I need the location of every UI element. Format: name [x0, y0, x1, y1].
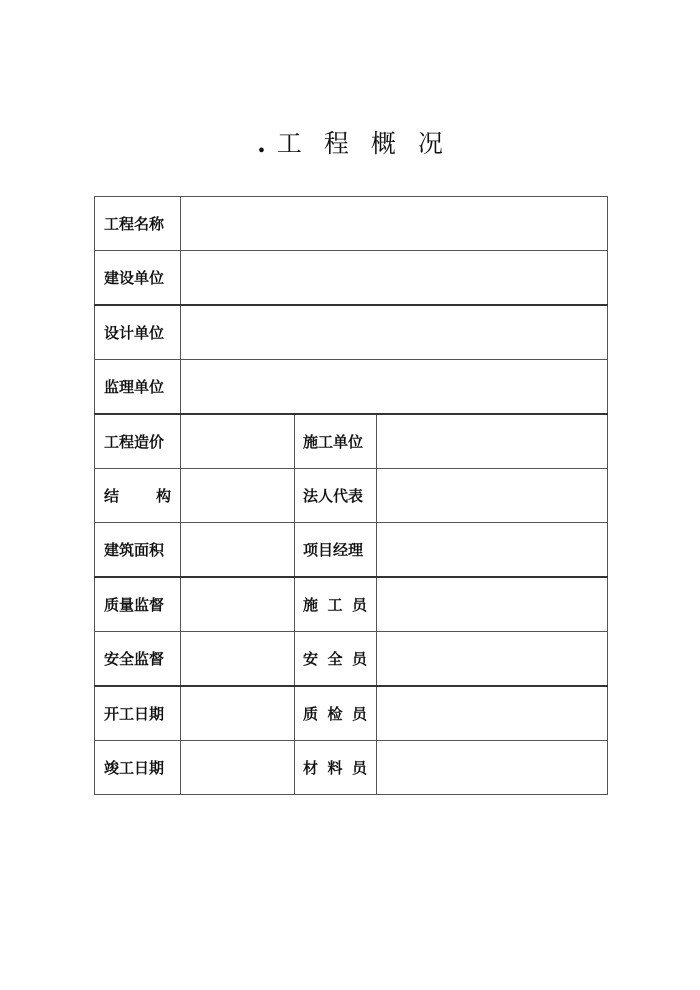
spaced-label — [303, 757, 367, 778]
structure-field[interactable] — [181, 469, 295, 523]
spaced-label — [303, 703, 367, 724]
table-row — [95, 632, 608, 687]
field-label — [295, 686, 377, 741]
project-cost-field[interactable] — [181, 414, 295, 469]
label-char: 全 — [327, 650, 343, 668]
construction-unit-field[interactable] — [181, 251, 608, 306]
contractor-field[interactable] — [377, 414, 608, 469]
page-title — [0, 124, 700, 160]
label-char: 员 — [351, 705, 367, 723]
building-area-field[interactable] — [181, 523, 295, 578]
field-label — [295, 632, 377, 687]
field-label — [295, 577, 377, 632]
field-label: 项目经理 — [295, 523, 377, 578]
legal-representative-field[interactable] — [377, 469, 608, 523]
completion-date-field[interactable] — [181, 741, 295, 795]
table-row — [95, 414, 608, 469]
field-label — [95, 469, 181, 523]
label-char: 员 — [351, 759, 367, 777]
title-char: 概 — [370, 129, 396, 158]
field-label: 监理单位 — [95, 360, 181, 415]
start-date-field[interactable] — [181, 686, 295, 741]
site-engineer-field[interactable] — [377, 577, 608, 632]
label-char: 构 — [155, 487, 171, 505]
field-label: 工程造价 — [95, 414, 181, 469]
field-label: 建设单位 — [95, 251, 181, 306]
title-char: 程 — [323, 129, 349, 158]
material-clerk-field[interactable] — [377, 741, 608, 795]
supervision-unit-field[interactable] — [181, 360, 608, 415]
table-row — [95, 523, 608, 578]
table-row — [95, 577, 608, 632]
field-label: 工程名称 — [95, 197, 181, 251]
table-row — [95, 686, 608, 741]
label-char: 结 — [104, 487, 120, 505]
label-char: 安 — [303, 650, 319, 668]
field-label: 竣工日期 — [95, 741, 181, 795]
label-char: 施 — [303, 596, 319, 614]
safety-officer-field[interactable] — [377, 632, 608, 687]
project-overview-table — [94, 196, 608, 795]
title-char: 工 — [276, 129, 302, 158]
spaced-label — [303, 648, 367, 669]
field-label: 施工单位 — [295, 414, 377, 469]
field-label — [295, 741, 377, 795]
structure-label — [104, 485, 171, 506]
design-unit-field[interactable] — [181, 305, 608, 360]
title-char: 况 — [417, 129, 443, 158]
project-name-field[interactable] — [181, 197, 608, 251]
table-row — [95, 741, 608, 795]
project-manager-field[interactable] — [377, 523, 608, 578]
table-row — [95, 305, 608, 360]
table-row — [95, 197, 608, 251]
table-row — [95, 360, 608, 415]
quality-supervision-field[interactable] — [181, 577, 295, 632]
title-prefix: . — [257, 129, 266, 158]
label-char: 料 — [327, 759, 343, 777]
spaced-label — [303, 594, 367, 615]
field-label: 建筑面积 — [95, 523, 181, 578]
table-row — [95, 251, 608, 306]
field-label: 设计单位 — [95, 305, 181, 360]
safety-supervision-field[interactable] — [181, 632, 295, 687]
table-row — [95, 469, 608, 523]
label-char: 员 — [351, 596, 367, 614]
label-char: 质 — [303, 705, 319, 723]
field-label: 法人代表 — [295, 469, 377, 523]
field-label: 质量监督 — [95, 577, 181, 632]
label-char: 员 — [351, 650, 367, 668]
field-label: 安全监督 — [95, 632, 181, 687]
label-char: 检 — [327, 705, 343, 723]
quality-inspector-field[interactable] — [377, 686, 608, 741]
label-char: 工 — [327, 596, 343, 614]
field-label: 开工日期 — [95, 686, 181, 741]
label-char: 材 — [303, 759, 319, 777]
